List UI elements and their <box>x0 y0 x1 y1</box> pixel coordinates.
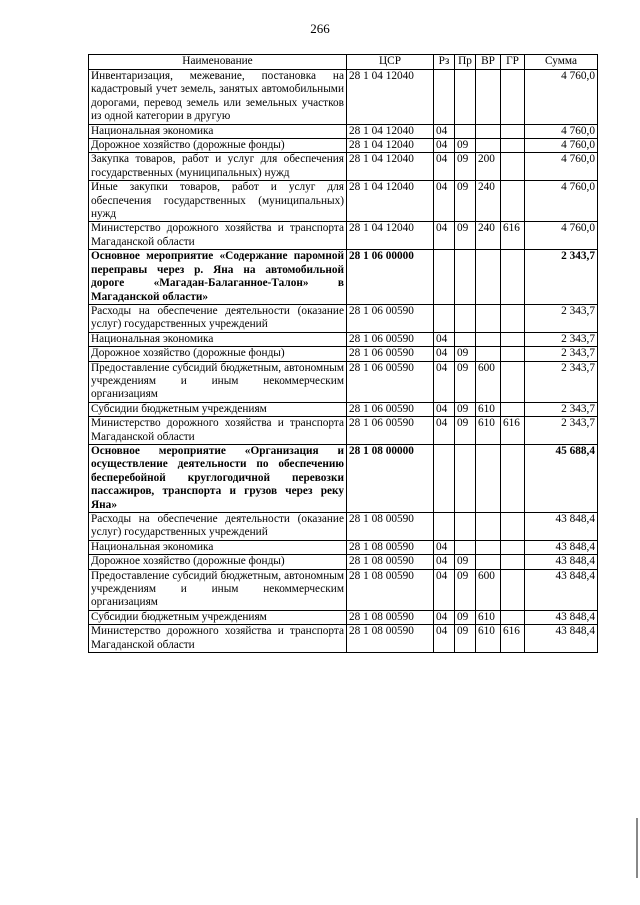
cell-vr: 600 <box>476 361 501 402</box>
cell-pr: 09 <box>455 417 476 445</box>
cell-pr <box>455 513 476 541</box>
cell-gr <box>501 124 525 138</box>
cell-vr: 610 <box>476 625 501 653</box>
cell-csr: 28 1 08 00000 <box>347 444 434 512</box>
cell-csr: 28 1 04 12040 <box>347 139 434 153</box>
cell-name: Расходы на обеспечение деятельности (оказание услуг) государственных учреждений <box>89 304 347 332</box>
cell-pr: 09 <box>455 402 476 416</box>
cell-csr: 28 1 06 00590 <box>347 361 434 402</box>
cell-gr <box>501 361 525 402</box>
cell-vr <box>476 250 501 305</box>
header-csr: ЦСР <box>347 55 434 70</box>
cell-vr: 610 <box>476 402 501 416</box>
cell-pr <box>455 444 476 512</box>
cell-name: Национальная экономика <box>89 332 347 346</box>
table-row <box>89 540 598 554</box>
cell-gr <box>501 610 525 624</box>
cell-gr <box>501 70 525 125</box>
scan-edge-mark <box>636 818 638 878</box>
table-row <box>89 222 598 250</box>
cell-pr <box>455 332 476 346</box>
cell-gr <box>501 444 525 512</box>
cell-vr <box>476 513 501 541</box>
cell-sum: 4 760,0 <box>525 139 598 153</box>
cell-name: Министерство дорожного хозяйства и транспорта Магаданской области <box>89 625 347 653</box>
cell-csr: 28 1 06 00590 <box>347 347 434 361</box>
cell-pr <box>455 304 476 332</box>
cell-csr: 28 1 08 00590 <box>347 540 434 554</box>
cell-rz: 04 <box>434 332 455 346</box>
table-row <box>89 332 598 346</box>
cell-name: Предоставление субсидий бюджетным, автономным учреждениям и иным некоммерческим организациям <box>89 361 347 402</box>
cell-pr: 09 <box>455 153 476 181</box>
cell-sum: 4 760,0 <box>525 222 598 250</box>
cell-rz: 04 <box>434 555 455 569</box>
cell-rz <box>434 250 455 305</box>
cell-name: Субсидии бюджетным учреждениям <box>89 402 347 416</box>
cell-pr: 09 <box>455 347 476 361</box>
cell-rz: 04 <box>434 347 455 361</box>
cell-name: Основное мероприятие «Содержание паромной переправы через р. Яна на автомобильной дороге «Магадан-Балаганное-Талон» в Магаданской области» <box>89 250 347 305</box>
cell-pr: 09 <box>455 610 476 624</box>
cell-name: Министерство дорожного хозяйства и транспорта Магаданской области <box>89 222 347 250</box>
cell-vr: 240 <box>476 181 501 222</box>
cell-gr <box>501 250 525 305</box>
cell-vr: 240 <box>476 222 501 250</box>
cell-gr: 616 <box>501 417 525 445</box>
cell-sum: 4 760,0 <box>525 124 598 138</box>
cell-pr <box>455 540 476 554</box>
cell-rz <box>434 304 455 332</box>
cell-sum: 43 848,4 <box>525 625 598 653</box>
cell-rz: 04 <box>434 222 455 250</box>
table-row <box>89 513 598 541</box>
cell-vr: 200 <box>476 153 501 181</box>
cell-rz: 04 <box>434 361 455 402</box>
table-row <box>89 347 598 361</box>
cell-sum: 2 343,7 <box>525 250 598 305</box>
cell-vr <box>476 304 501 332</box>
cell-vr <box>476 139 501 153</box>
cell-name: Иные закупки товаров, работ и услуг для обеспечения государственных (муниципальных) нужд <box>89 181 347 222</box>
cell-csr: 28 1 04 12040 <box>347 153 434 181</box>
cell-csr: 28 1 08 00590 <box>347 625 434 653</box>
table-row <box>89 250 598 305</box>
cell-csr: 28 1 04 12040 <box>347 222 434 250</box>
cell-sum: 45 688,4 <box>525 444 598 512</box>
table-header-row <box>89 55 598 70</box>
cell-csr: 28 1 08 00590 <box>347 610 434 624</box>
cell-rz: 04 <box>434 540 455 554</box>
cell-name: Дорожное хозяйство (дорожные фонды) <box>89 139 347 153</box>
cell-csr: 28 1 06 00590 <box>347 304 434 332</box>
header-pr: Пр <box>455 55 476 70</box>
cell-gr <box>501 513 525 541</box>
cell-pr: 09 <box>455 569 476 610</box>
cell-pr: 09 <box>455 181 476 222</box>
cell-sum: 2 343,7 <box>525 304 598 332</box>
cell-csr: 28 1 06 00000 <box>347 250 434 305</box>
table-row <box>89 402 598 416</box>
cell-name: Дорожное хозяйство (дорожные фонды) <box>89 347 347 361</box>
cell-gr <box>501 540 525 554</box>
cell-pr: 09 <box>455 625 476 653</box>
cell-rz: 04 <box>434 402 455 416</box>
cell-rz: 04 <box>434 610 455 624</box>
header-name: Наименование <box>89 55 347 70</box>
cell-csr: 28 1 08 00590 <box>347 513 434 541</box>
cell-csr: 28 1 06 00590 <box>347 332 434 346</box>
table-row <box>89 417 598 445</box>
cell-vr <box>476 124 501 138</box>
cell-gr <box>501 347 525 361</box>
table-row <box>89 124 598 138</box>
cell-name: Дорожное хозяйство (дорожные фонды) <box>89 555 347 569</box>
cell-name: Расходы на обеспечение деятельности (оказание услуг) государственных учреждений <box>89 513 347 541</box>
table-row <box>89 625 598 653</box>
cell-rz: 04 <box>434 569 455 610</box>
cell-sum: 4 760,0 <box>525 70 598 125</box>
cell-name: Министерство дорожного хозяйства и транспорта Магаданской области <box>89 417 347 445</box>
cell-sum: 43 848,4 <box>525 569 598 610</box>
cell-vr <box>476 347 501 361</box>
header-rz: Рз <box>434 55 455 70</box>
cell-sum: 43 848,4 <box>525 555 598 569</box>
cell-vr <box>476 444 501 512</box>
cell-gr: 616 <box>501 222 525 250</box>
cell-sum: 2 343,7 <box>525 402 598 416</box>
table-row <box>89 70 598 125</box>
cell-rz <box>434 70 455 125</box>
cell-rz: 04 <box>434 417 455 445</box>
cell-pr: 09 <box>455 555 476 569</box>
cell-sum: 2 343,7 <box>525 332 598 346</box>
cell-rz: 04 <box>434 124 455 138</box>
cell-rz: 04 <box>434 181 455 222</box>
cell-name: Инвентаризация, межевание, постановка на кадастровый учет земель, занятых автомобильными дорогами, перевод земель или земельных участков из одной категории в другую <box>89 70 347 125</box>
cell-pr <box>455 250 476 305</box>
cell-csr: 28 1 04 12040 <box>347 124 434 138</box>
cell-gr: 616 <box>501 625 525 653</box>
cell-name: Предоставление субсидий бюджетным, автономным учреждениям и иным некоммерческим организациям <box>89 569 347 610</box>
cell-pr: 09 <box>455 222 476 250</box>
cell-sum: 43 848,4 <box>525 513 598 541</box>
cell-name: Субсидии бюджетным учреждениям <box>89 610 347 624</box>
table-row <box>89 361 598 402</box>
cell-vr <box>476 332 501 346</box>
cell-rz <box>434 444 455 512</box>
table-row <box>89 610 598 624</box>
header-vr: ВР <box>476 55 501 70</box>
table-row <box>89 569 598 610</box>
cell-vr <box>476 540 501 554</box>
cell-pr: 09 <box>455 139 476 153</box>
cell-csr: 28 1 04 12040 <box>347 70 434 125</box>
cell-gr <box>501 332 525 346</box>
cell-sum: 2 343,7 <box>525 361 598 402</box>
budget-table <box>88 54 598 653</box>
cell-sum: 43 848,4 <box>525 540 598 554</box>
cell-vr: 610 <box>476 610 501 624</box>
table-row <box>89 153 598 181</box>
cell-rz: 04 <box>434 139 455 153</box>
cell-rz: 04 <box>434 153 455 181</box>
cell-csr: 28 1 08 00590 <box>347 569 434 610</box>
cell-vr <box>476 70 501 125</box>
header-gr: ГР <box>501 55 525 70</box>
cell-pr <box>455 124 476 138</box>
cell-vr: 610 <box>476 417 501 445</box>
table-row <box>89 555 598 569</box>
cell-pr <box>455 70 476 125</box>
cell-gr <box>501 139 525 153</box>
cell-gr <box>501 304 525 332</box>
cell-name: Национальная экономика <box>89 540 347 554</box>
cell-rz: 04 <box>434 625 455 653</box>
cell-pr: 09 <box>455 361 476 402</box>
cell-gr <box>501 153 525 181</box>
cell-gr <box>501 569 525 610</box>
cell-sum: 43 848,4 <box>525 610 598 624</box>
cell-csr: 28 1 04 12040 <box>347 181 434 222</box>
cell-sum: 4 760,0 <box>525 153 598 181</box>
cell-gr <box>501 181 525 222</box>
table-row <box>89 444 598 512</box>
cell-rz <box>434 513 455 541</box>
cell-csr: 28 1 08 00590 <box>347 555 434 569</box>
cell-name: Закупка товаров, работ и услуг для обеспечения государственных (муниципальных) нужд <box>89 153 347 181</box>
cell-gr <box>501 555 525 569</box>
cell-sum: 2 343,7 <box>525 347 598 361</box>
table-body <box>89 70 598 653</box>
cell-vr <box>476 555 501 569</box>
cell-name: Основное мероприятие «Организация и осуществление деятельности по обеспечению бесперебойной круглогодичной перевозки пассажиров, транспорта и грузов через реку Яна» <box>89 444 347 512</box>
cell-gr <box>501 402 525 416</box>
table-row <box>89 139 598 153</box>
cell-sum: 4 760,0 <box>525 181 598 222</box>
cell-sum: 2 343,7 <box>525 417 598 445</box>
cell-csr: 28 1 06 00590 <box>347 402 434 416</box>
table-row <box>89 304 598 332</box>
cell-vr: 600 <box>476 569 501 610</box>
cell-name: Национальная экономика <box>89 124 347 138</box>
table-row <box>89 181 598 222</box>
page-number: 266 <box>310 21 330 36</box>
header-sum: Сумма <box>525 55 598 70</box>
cell-csr: 28 1 06 00590 <box>347 417 434 445</box>
